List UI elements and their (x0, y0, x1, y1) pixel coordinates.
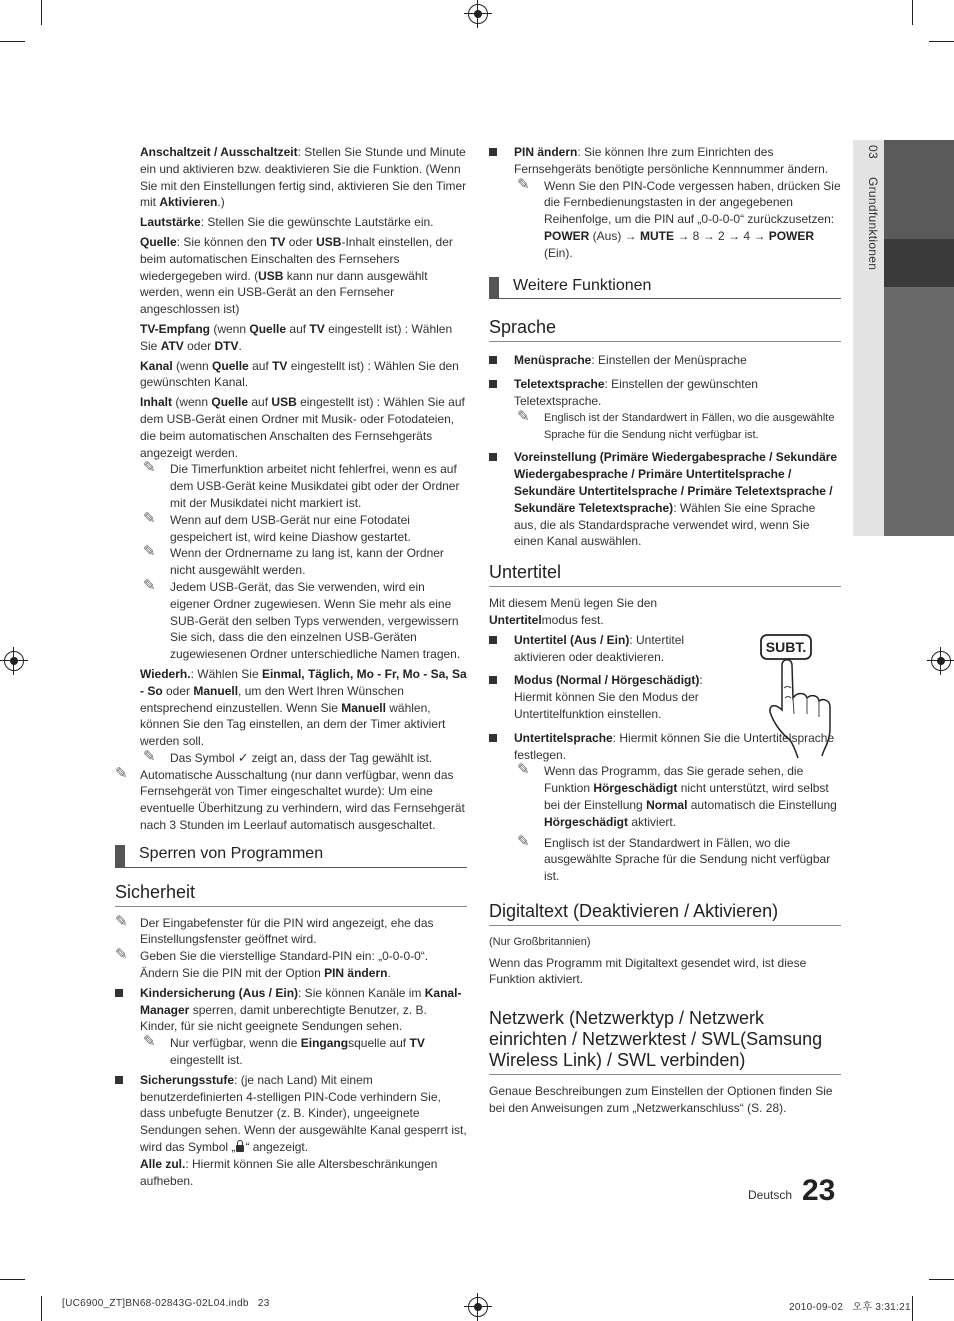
tele-note-wrap (489, 407, 841, 444)
pencil-note-icon: ✎ (517, 407, 530, 425)
registration-mark-icon (468, 4, 488, 24)
item-quelle: Quelle: Sie können den TV oder USB-Inhalt einstellen, der beim automatischen Einschalten des Fernsehers wiedergegeben wird. (USB kann nur dann ausgewählt werden, wenn ein USB-Gerät an den Fernseher angeschlossen ist) (140, 234, 453, 317)
side-tab-block-active (884, 239, 954, 287)
check-icon: ✓ (237, 749, 249, 765)
subhead-bar (115, 845, 125, 867)
hand-pressing-icon (760, 632, 840, 762)
crop-mark (929, 41, 954, 42)
bullet-untertitel-aus-ein: Untertitel (Aus / Ein): Untertitel aktivieren oder deaktivieren. (489, 632, 709, 666)
crop-mark (41, 1296, 42, 1321)
subhead-weitere: Weitere Funktionen (489, 274, 841, 300)
note: ✎ Der Eingabefenster für die PIN wird angezeigt, ehe das Einstellungsfenster geöffnet wird. (115, 912, 434, 947)
bullet-voreinstellung: Voreinstellung (Primäre Wiedergabesprache / Sekundäre Wiedergabesprache / Primäre Untertitelsprache / Sekundäre Untertitelsprache / Primäre Teletextsprache / Sekundäre Teletextsprache): Wählen Sie eine Sprache aus, die als Standardsprache verwendet wird, wenn Sie einen Kanal auswählen. (489, 449, 841, 550)
square-bullet-icon (489, 734, 497, 742)
bullet-pin-aendern: PIN ändern: Sie können Ihre zum Einrichten des Fernsehgeräts benötigte persönliche Kennnummer ändern. (489, 144, 841, 178)
pencil-note-icon: ✎ (517, 761, 530, 779)
page-number: 23 (802, 1174, 836, 1207)
pin-note-wrap (489, 175, 841, 262)
netzwerk-text: Genaue Beschreibungen zum Einstellen der Optionen finden Sie bei den Anweisungen zum „Netzwerkanschluss“ (S. 28). (489, 1084, 833, 1116)
kinder-note-wrap (115, 1035, 467, 1069)
alle-zul: Alle zul.: Hiermit können Sie alle Altersbeschränkungen aufheben. (140, 1156, 438, 1188)
timer-items (115, 144, 467, 767)
subhead-bar (489, 277, 499, 299)
subt-button-label: SUBT. (765, 639, 807, 655)
square-bullet-icon (115, 1076, 123, 1084)
lock-icon (236, 1145, 244, 1152)
unter-note-wrap (489, 763, 841, 885)
pencil-note-icon: ✎ (517, 175, 530, 193)
footer-language: Deutsch (748, 1188, 793, 1202)
pencil-note-icon: ✎ (143, 576, 156, 594)
note: ✎ Wenn auf dem USB-Gerät nur eine Fotodatei gespeichert ist, wird keine Diashow gestartet. (143, 509, 411, 544)
section-title-untertitel: Untertitel (489, 560, 841, 587)
registration-mark-icon (4, 651, 24, 671)
pencil-note-icon: ✎ (143, 459, 156, 477)
note: ✎ Wenn Sie den PIN-Code vergessen haben, drücken Sie die Fernbedienungstasten in der angegebenen Reihenfolge, um die PIN auf „0-0-0-0“ zurückzusetzen: POWER (Aus) → MUTE → 8 → 2 → 4 → POWER (Ein). (517, 175, 841, 260)
note: ✎ Nur verfügbar, wenn die Eingangsquelle auf TV eingestellt ist. (143, 1033, 425, 1068)
crop-mark (929, 1279, 954, 1280)
chapter-number: 03 (866, 145, 880, 159)
pencil-note-icon: ✎ (115, 912, 128, 930)
note: ✎ Englisch ist der Standardwert in Fällen, wo die ausgewählte Sprache für die Sendung nicht verfügbar ist. (517, 407, 835, 441)
note: ✎ Die Timerfunktion arbeitet nicht fehlerfrei, wenn es auf dem USB-Gerät keine Musikdatei gibt oder der Ordner mit der Musikdatei nicht markiert ist. (143, 459, 460, 510)
note: ✎ Wenn das Programm, das Sie gerade sehen, die Funktion Hörgeschädigt nicht unterstützt, wird selbst bei der Einstellung Normal automatisch die Einstellung Hörgeschädigt aktiviert. (517, 761, 837, 829)
item-kanal: Kanal (wenn Quelle auf TV eingestellt ist) : Wählen Sie den gewünschten Kanal. (140, 358, 459, 390)
note-auto-off: ✎ Automatische Ausschaltung (nur dann verfügbar, wenn das Fernsehgerät von Timer eingeschaltet wurde): Um eine eventuelle Überhitzung zu verhindern, wird das Fernsehgerät nach 3 Stunden im Leerlauf automatisch ausgeschaltet. (115, 764, 465, 833)
square-bullet-icon (489, 676, 497, 684)
pencil-note-icon: ✎ (115, 764, 128, 782)
bullet-teletextsprache: Teletextsprache: Einstellen der gewünschten Teletextsprache. (489, 376, 841, 410)
registration-mark-icon (931, 651, 951, 671)
item-lautstaerke: Lautstärke: Stellen Sie die gewünschte Lautstärke ein. (140, 215, 434, 230)
item-anschaltzeit: Anschaltzeit / Ausschaltzeit: Stellen Sie Stunde und Minute ein und aktivieren bzw. deaktivieren Sie die Funktion. (Wenn Sie mit den Einstellungen fertig sind, aktivieren Sie den Timer mit Aktivieren.) (140, 145, 467, 210)
square-bullet-icon (489, 380, 497, 388)
side-tab-block (884, 287, 954, 536)
item-tv-empfang: TV-Empfang (wenn Quelle auf TV eingestellt ist) : Wählen Sie ATV oder DTV. (140, 321, 453, 353)
note: ✎ Jedem USB-Gerät, das Sie verwenden, wird ein eigener Ordner zugewiesen. Wenn Sie mehr als eine SUB-Gerät den selben Typs verwenden, vergewissern Sie sich, dass die den einzelnen USB-Geräten zugewiesenen Ordner unterschiedliche Namen tragen. (143, 576, 461, 662)
digitaltext-region: (Nur Großbritannien) (489, 935, 591, 948)
crop-mark (41, 0, 42, 25)
crop-mark (0, 41, 25, 42)
section-title-sicherheit: Sicherheit (115, 880, 467, 907)
side-tab-block (884, 140, 954, 239)
imprint-file: [UC6900_ZT]BN68-02843G-02L04.indb 23 (62, 1298, 270, 1309)
chapter-title: Grundfunktionen (866, 176, 880, 270)
note: ✎ Das Symbol ✓ zeigt an, dass der Tag gewählt ist. (143, 747, 433, 765)
note: ✎ Geben Sie die vierstellige Standard-PIN ein: „0-0-0-0“. Ändern Sie die PIN mit der Option PIN ändern. (115, 946, 429, 981)
chapter-label (860, 145, 880, 405)
crop-mark (0, 1279, 25, 1280)
bullet-menuesprache: Menüsprache: Einstellen der Menüsprache (489, 352, 841, 369)
untertitel-intro: Mit diesem Menü legen Sie den Untertitelmodus fest. (489, 596, 658, 627)
item-wiederh: Wiederh.: Wählen Sie Einmal, Täglich, Mo - Fr, Mo - Sa, Sa - So oder Manuell, um den Wert Ihren Wünschen entsprechend einzustellen. Wenn Sie Manuell wählen, können Sie den Tag einstellen, an dem der Timer aktiviert werden soll. (140, 666, 467, 749)
subhead-sperren: Sperren von Programmen (115, 842, 467, 868)
left-column (115, 144, 467, 1189)
subt-button-illustration (760, 632, 840, 762)
square-bullet-icon (489, 148, 497, 156)
bullet-kindersicherung: Kindersicherung (Aus / Ein): Sie können Kanäle im Kanal-Manager sperren, damit unberechtigte Benutzer, z. B. Kinder, für sie nicht geeignete Sendungen sehen. (115, 985, 467, 1035)
bullet-sicherungsstufe: Sicherungsstufe: (je nach Land) Mit einem benutzerdefinierten 4-stelligen PIN-Code verhindern Sie, dass unbefugte Benutzer (z. B. Kinder), ungeeignete Sendungen sehen. Wenn der ausgewählte Kanal gesperrt ist, wird das Symbol „ “ angezeigt. (115, 1072, 467, 1156)
square-bullet-icon (489, 636, 497, 644)
item-inhalt: Inhalt (wenn Quelle auf USB eingestellt ist) : Wählen Sie auf dem USB-Gerät einen Ordner mit Musik- oder Fotodateien, die beim automatischen Anschalten des Fernsehgeräts angezeigt werden. (140, 395, 465, 460)
section-title-sprache: Sprache (489, 315, 841, 342)
pencil-note-icon: ✎ (143, 543, 156, 561)
crop-mark (912, 0, 913, 25)
square-bullet-icon (489, 356, 497, 364)
square-bullet-icon (115, 989, 123, 997)
section-title-digitaltext: Digitaltext (Deaktivieren / Aktivieren) (489, 899, 841, 926)
crop-mark (912, 1296, 913, 1321)
registration-mark-icon (468, 1297, 488, 1317)
note: ✎ Wenn der Ordnername zu lang ist, kann der Ordner nicht ausgewählt werden. (143, 543, 444, 578)
digitaltext-text: Wenn das Programm mit Digitaltext gesendet wird, ist diese Funktion aktiviert. (489, 955, 807, 987)
bullet-untertitelsprache: Untertitelsprache: Hiermit können Sie die Untertitelsprache festlegen. (489, 730, 841, 764)
pencil-note-icon: ✎ (143, 1033, 156, 1051)
imprint-date: 2010-09-02 오후 3:31:21 (789, 1302, 911, 1313)
section-title-netzwerk: Netzwerk (Netzwerktyp / Netzwerk einrichten / Netzwerktest / SWL(Samsung Wireless Link) / SWL verbinden) (489, 1006, 841, 1075)
pencil-note-icon: ✎ (517, 832, 530, 850)
pencil-note-icon: ✎ (143, 747, 156, 765)
square-bullet-icon (489, 453, 497, 461)
note: ✎ Englisch ist der Standardwert in Fällen, wo die ausgewählte Sprache für die Sendung nicht verfügbar ist. (517, 832, 831, 884)
pencil-note-icon: ✎ (115, 946, 128, 964)
bullet-modus: Modus (Normal / Hörgeschädigt): Hiermit können Sie den Modus der Untertitelfunktion einstellen. (489, 672, 719, 722)
pencil-note-icon: ✎ (143, 509, 156, 527)
